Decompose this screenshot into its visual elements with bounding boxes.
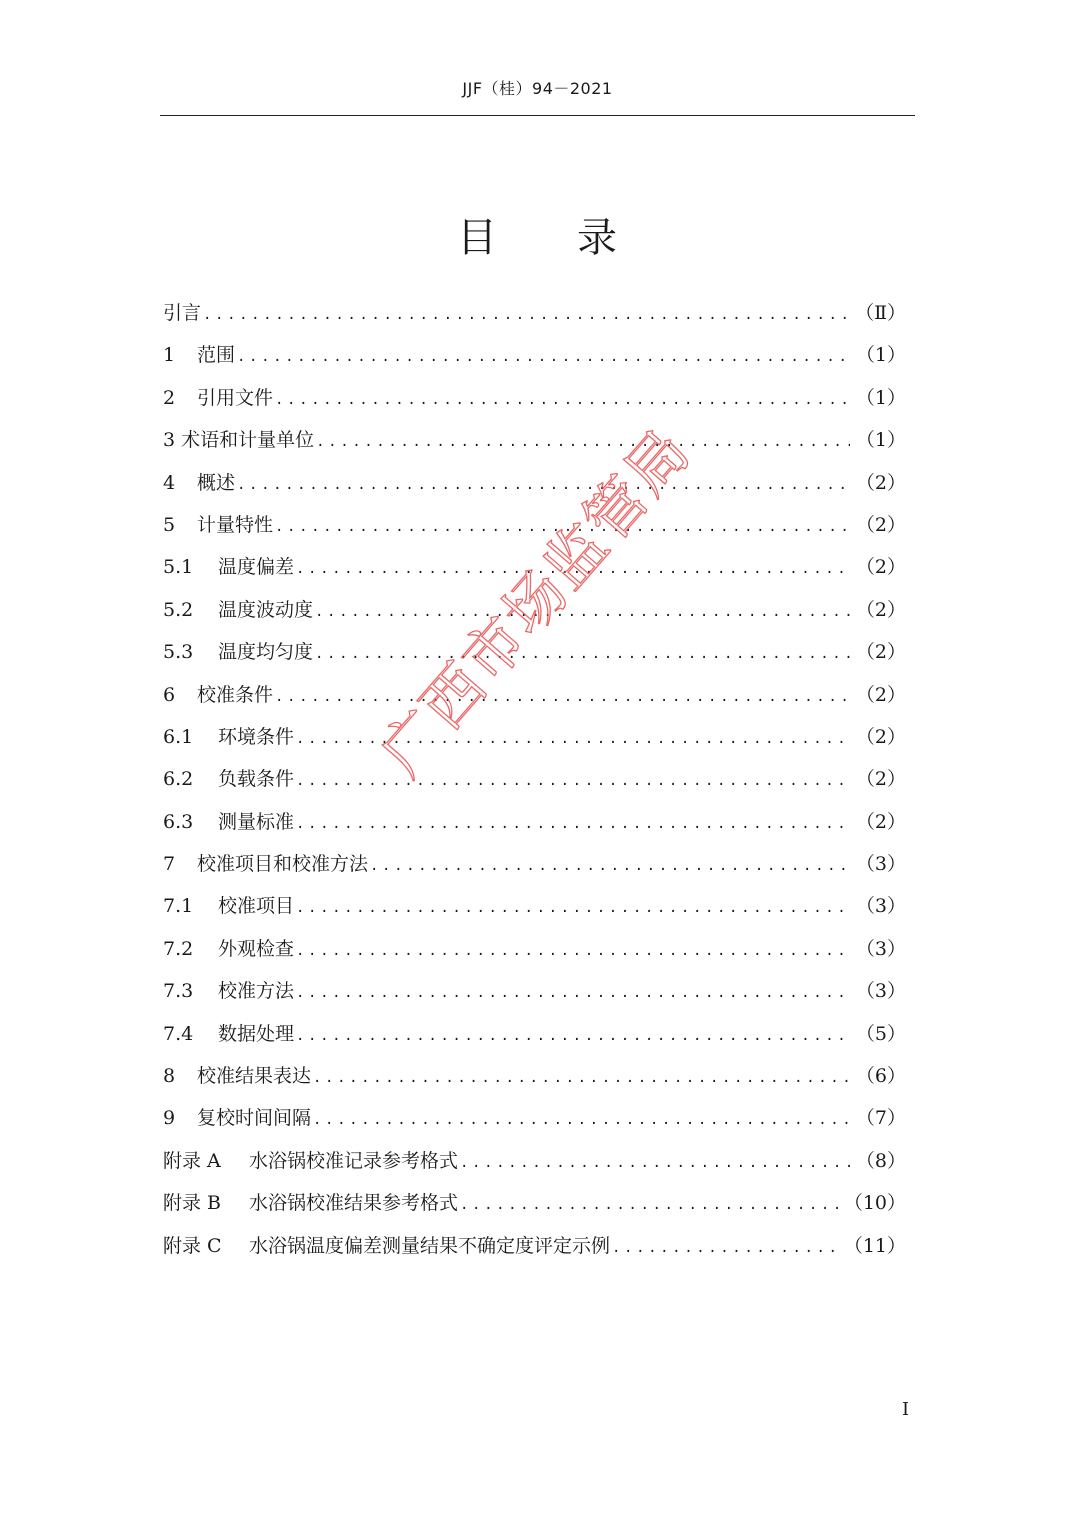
toc-entry-label: 负载条件: [218, 768, 295, 791]
toc-entry-preface[interactable]: [163, 292, 906, 334]
toc-entry-page: （11）: [843, 1234, 906, 1257]
toc-entry-label: 温度偏差: [218, 556, 295, 579]
toc-entry-page: （5）: [855, 1022, 906, 1045]
toc-entry-label: 校准方法: [218, 980, 295, 1003]
table-of-contents: [163, 292, 906, 1267]
toc-entry-number: 6.1: [163, 725, 194, 748]
header-rule: [160, 115, 915, 116]
toc-entry-label: 温度波动度: [218, 598, 314, 621]
toc-entry-5[interactable]: [163, 504, 906, 546]
toc-entry-number: 9: [163, 1107, 176, 1130]
toc-leader-dots: [460, 1142, 850, 1184]
toc-entry-number: 7: [163, 853, 176, 876]
toc-entry-appendix-a[interactable]: [163, 1140, 906, 1182]
toc-entry-label: 复校时间间隔: [197, 1107, 312, 1130]
toc-entry-page: （2）: [855, 556, 906, 579]
toc-entry-2[interactable]: [163, 377, 906, 419]
document-header: JJF（桂）94－2021: [462, 79, 613, 98]
toc-entry-number: 4: [163, 471, 176, 494]
toc-entry-appendix-c[interactable]: [163, 1225, 906, 1267]
toc-entry-page: （3）: [855, 853, 906, 876]
toc-leader-dots: [275, 379, 850, 421]
toc-entry-6-2[interactable]: [163, 758, 906, 800]
toc-entry-label: 环境条件: [218, 725, 295, 748]
toc-entry-page: （1）: [855, 429, 906, 452]
watermark-text: 广西市场监管局: [367, 415, 705, 790]
toc-entry-number: 2: [163, 386, 176, 409]
toc-entry-page: （6）: [855, 1065, 906, 1088]
toc-entry-9[interactable]: [163, 1097, 906, 1139]
toc-entry-6-3[interactable]: [163, 801, 906, 843]
toc-entry-7-1[interactable]: [163, 885, 906, 927]
toc-leader-dots: [296, 972, 850, 1014]
toc-entry-number: 7.4: [163, 1022, 194, 1045]
toc-entry-number: 5: [163, 513, 176, 536]
toc-entry-label: 水浴锅校准记录参考格式: [249, 1149, 459, 1172]
toc-entry-label: 计量特性: [197, 513, 274, 536]
toc-entry-label: 3 术语和计量单位: [163, 429, 315, 452]
toc-entry-number: 6.2: [163, 768, 194, 791]
toc-leader-dots: [313, 1057, 850, 1099]
toc-leader-dots: [296, 1015, 850, 1057]
toc-entry-page: （8）: [855, 1149, 906, 1172]
toc-leader-dots: [275, 676, 850, 718]
toc-entry-label: 温度均匀度: [218, 641, 314, 664]
toc-entry-4[interactable]: [163, 462, 906, 504]
toc-entry-5-1[interactable]: [163, 546, 906, 588]
toc-entry-label: 校准条件: [197, 683, 274, 706]
toc-title-char-1: 目: [457, 215, 497, 261]
toc-entry-page: （2）: [855, 810, 906, 833]
toc-leader-dots: [315, 591, 850, 633]
toc-entry-7-3[interactable]: [163, 970, 906, 1012]
toc-entry-page: （3）: [855, 937, 906, 960]
toc-entry-page: （3）: [855, 895, 906, 918]
toc-entry-page: （2）: [855, 725, 906, 748]
toc-entry-label: 测量标准: [218, 810, 295, 833]
toc-leader-dots: [275, 506, 850, 548]
toc-entry-page: （1）: [855, 386, 906, 409]
toc-entry-page: （2）: [855, 471, 906, 494]
toc-entry-3[interactable]: [163, 419, 906, 461]
toc-entry-number: 6.3: [163, 810, 194, 833]
toc-entry-label: 范围: [197, 344, 236, 367]
toc-leader-dots: [296, 718, 850, 760]
toc-leader-dots: [237, 464, 850, 506]
toc-entry-page: （2）: [855, 683, 906, 706]
toc-entry-number: 5.3: [163, 641, 194, 664]
toc-entry-number: 附录 C: [163, 1234, 222, 1257]
toc-entry-label: 引言: [163, 302, 202, 324]
toc-entry-label: 水浴锅校准结果参考格式: [249, 1192, 459, 1215]
toc-entry-page: （2）: [855, 768, 906, 791]
toc-entry-8[interactable]: [163, 1055, 906, 1097]
toc-entry-label: 水浴锅温度偏差测量结果不确定度评定示例: [249, 1234, 611, 1257]
toc-entry-number: 5.2: [163, 598, 194, 621]
toc-entry-7[interactable]: [163, 843, 906, 885]
toc-entry-label: 校准项目和校准方法: [197, 853, 369, 876]
toc-entry-number: 7.2: [163, 937, 194, 960]
toc-leader-dots: [612, 1227, 838, 1269]
toc-entry-page: （1）: [855, 344, 906, 367]
toc-entry-number: 附录 B: [163, 1192, 222, 1215]
toc-entry-7-4[interactable]: [163, 1013, 906, 1055]
toc-leader-dots: [203, 294, 849, 336]
toc-entry-number: 6: [163, 683, 176, 706]
toc-entry-page: （3）: [855, 980, 906, 1003]
toc-entry-page: （2）: [855, 513, 906, 536]
toc-entry-number: 7.1: [163, 895, 194, 918]
toc-entry-1[interactable]: [163, 334, 906, 376]
toc-entry-number: 8: [163, 1065, 176, 1088]
toc-leader-dots: [315, 633, 850, 675]
toc-entry-page: （2）: [855, 598, 906, 621]
toc-entry-6[interactable]: [163, 674, 906, 716]
toc-entry-number: 7.3: [163, 980, 194, 1003]
toc-leader-dots: [296, 887, 850, 929]
toc-entry-label: 校准项目: [218, 895, 295, 918]
toc-leader-dots: [370, 845, 850, 887]
toc-entry-label: 外观检查: [218, 937, 295, 960]
toc-entry-page: （2）: [855, 641, 906, 664]
toc-entry-5-3[interactable]: [163, 631, 906, 673]
toc-leader-dots: [460, 1184, 838, 1226]
toc-leader-dots: [296, 760, 850, 802]
toc-entry-label: 概述: [197, 471, 236, 494]
toc-leader-dots: [316, 421, 850, 463]
toc-entry-number: 5.1: [163, 556, 194, 579]
toc-entry-page: （10）: [843, 1192, 906, 1215]
toc-entry-7-2[interactable]: [163, 928, 906, 970]
toc-entry-number: 1: [163, 344, 176, 367]
page-number: I: [902, 1399, 910, 1420]
toc-entry-page: （7）: [855, 1107, 906, 1130]
toc-leader-dots: [237, 336, 850, 378]
toc-title-char-2: 录: [577, 215, 617, 261]
toc-title: [0, 206, 1074, 263]
toc-entry-label: 引用文件: [197, 386, 274, 409]
toc-leader-dots: [296, 803, 850, 845]
toc-entry-label: 校准结果表达: [197, 1065, 312, 1088]
toc-leader-dots: [296, 930, 850, 972]
toc-entry-number: 附录 A: [163, 1149, 221, 1172]
toc-entry-page: （Ⅱ）: [855, 302, 906, 324]
toc-entry-appendix-b[interactable]: [163, 1182, 906, 1224]
toc-leader-dots: [296, 548, 850, 590]
toc-leader-dots: [313, 1099, 850, 1141]
toc-entry-label: 数据处理: [218, 1022, 295, 1045]
toc-entry-6-1[interactable]: [163, 716, 906, 758]
toc-entry-5-2[interactable]: [163, 589, 906, 631]
